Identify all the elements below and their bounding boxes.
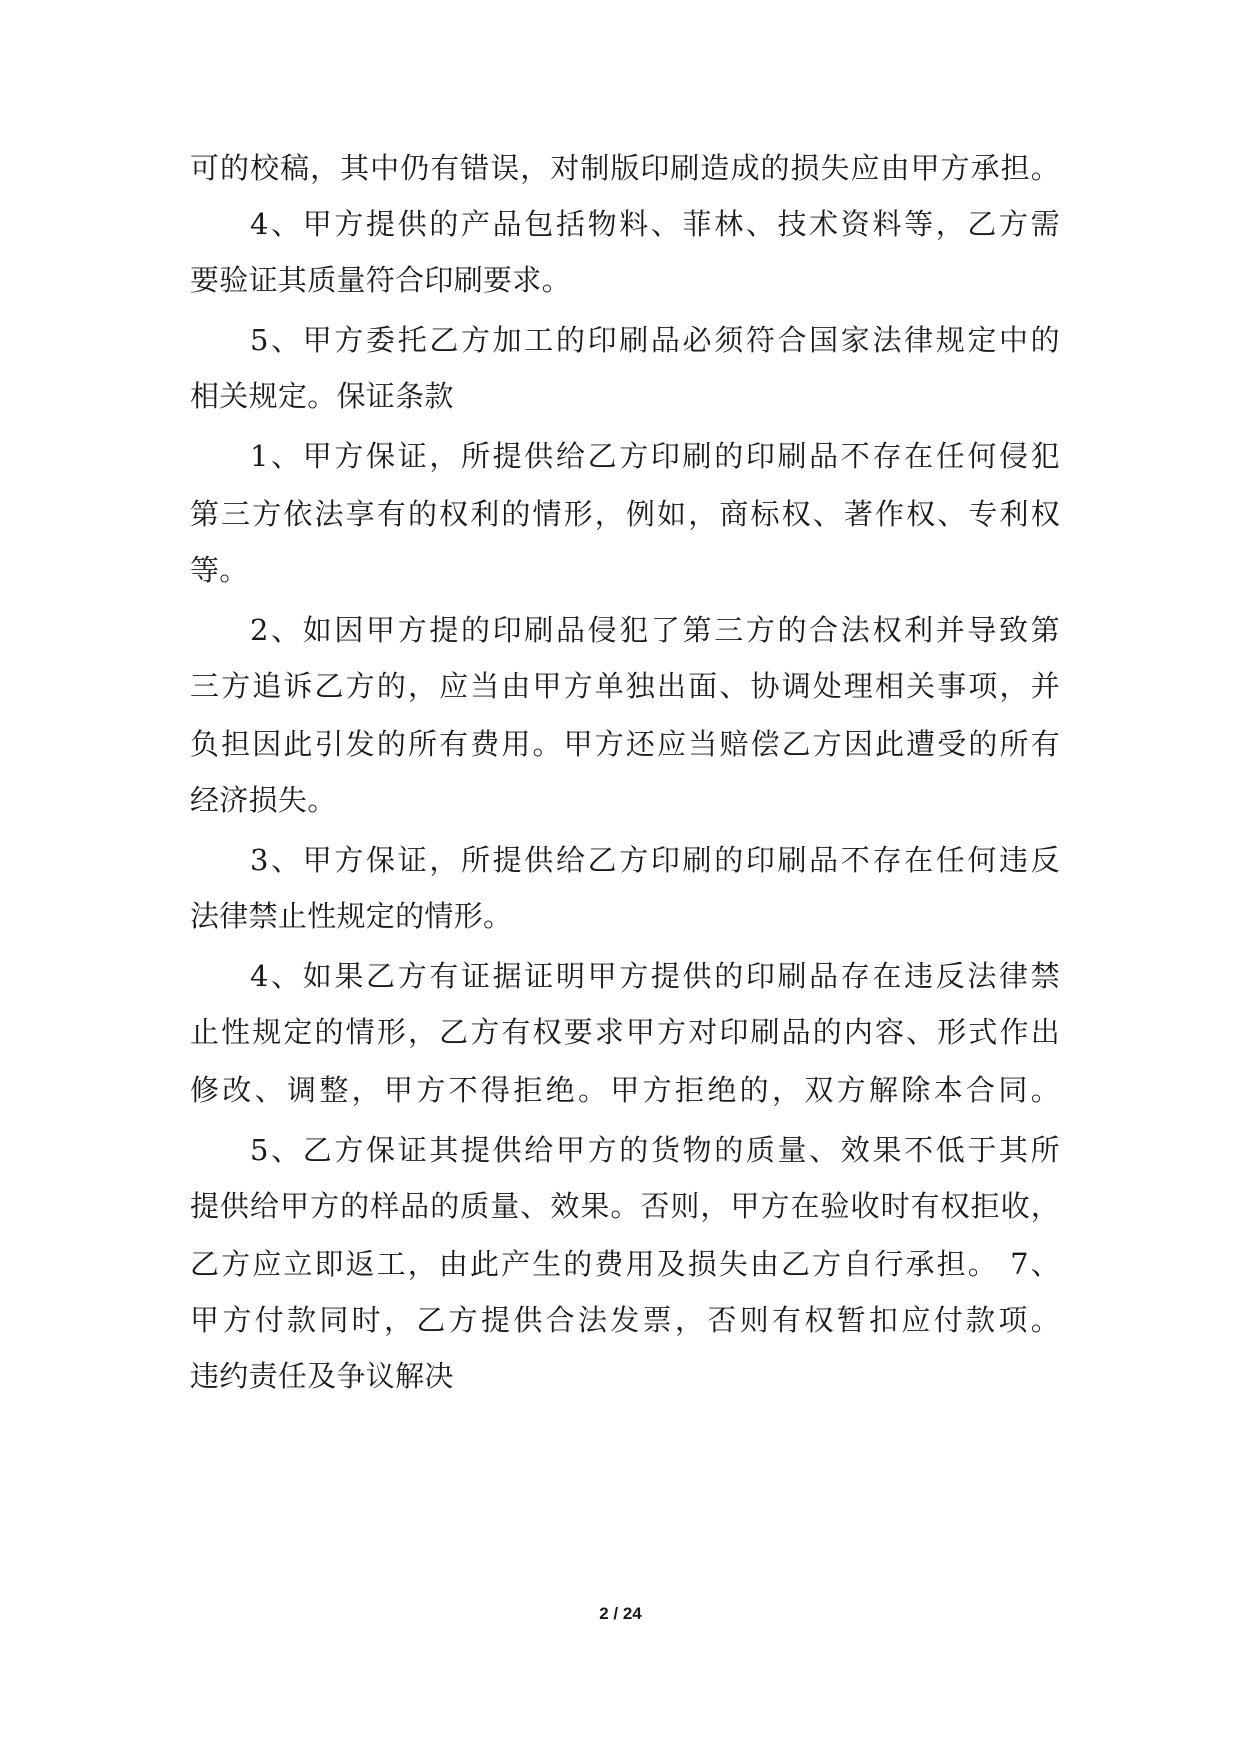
text-line: 要验证其质量符合印刷要求。 [190,263,571,297]
text-line: 1、甲方保证，所提供给乙方印刷的印刷品不存在任何侵犯 [250,439,1060,473]
text-line: 第三方依法享有的权利的情形，例如，商标权、著作权、专利权 [190,497,1060,531]
section-heading: 违约责任及争议解决 [190,1359,454,1393]
text-line: 3、甲方保证，所提供给乙方印刷的印刷品不存在任何违反 [250,843,1060,877]
text-line: 等。 [190,553,249,587]
text-line: 4、如果乙方有证据证明甲方提供的印刷品存在违反法律禁 [250,959,1060,993]
text-line: 提供给甲方的样品的质量、效果。否则，甲方在验收时有权拒收， [190,1189,1060,1223]
text-line: 4、甲方提供的产品包括物料、菲林、技术资料等，乙方需 [250,207,1060,241]
text-line: 负担因此引发的所有费用。甲方还应当赔偿乙方因此遭受的所有 [190,727,1060,761]
text-line: 法律禁止性规定的情形。 [190,899,513,933]
text-line: 可的校稿，其中仍有错误，对制版印刷造成的损失应由甲方承担。 [190,151,1060,185]
text-line: 乙方应立即返工，由此产生的费用及损失由乙方自行承担。 7、 [190,1247,1060,1281]
text-line: 相关规定。保证条款 [190,379,454,413]
text-line: 经济损失。 [190,783,337,817]
text-line: 5、乙方保证其提供给甲方的货物的质量、效果不低于其所 [250,1133,1060,1167]
text-line: 修改、调整，甲方不得拒绝。甲方拒绝的，双方解除本合同。 [190,1073,1060,1107]
text-line: 三方追诉乙方的，应当由甲方单独出面、协调处理相关事项，并 [190,669,1060,703]
page-number: 2 / 24 [599,1604,642,1623]
text-line: 甲方付款同时，乙方提供合法发票，否则有权暂扣应付款项。 [190,1303,1060,1337]
text-line: 止性规定的情形，乙方有权要求甲方对印刷品的内容、形式作出 [190,1015,1060,1049]
text-line: 2、如因甲方提的印刷品侵犯了第三方的合法权利并导致第 [250,613,1060,647]
text-line: 5、甲方委托乙方加工的印刷品必须符合国家法律规定中的 [250,323,1060,357]
